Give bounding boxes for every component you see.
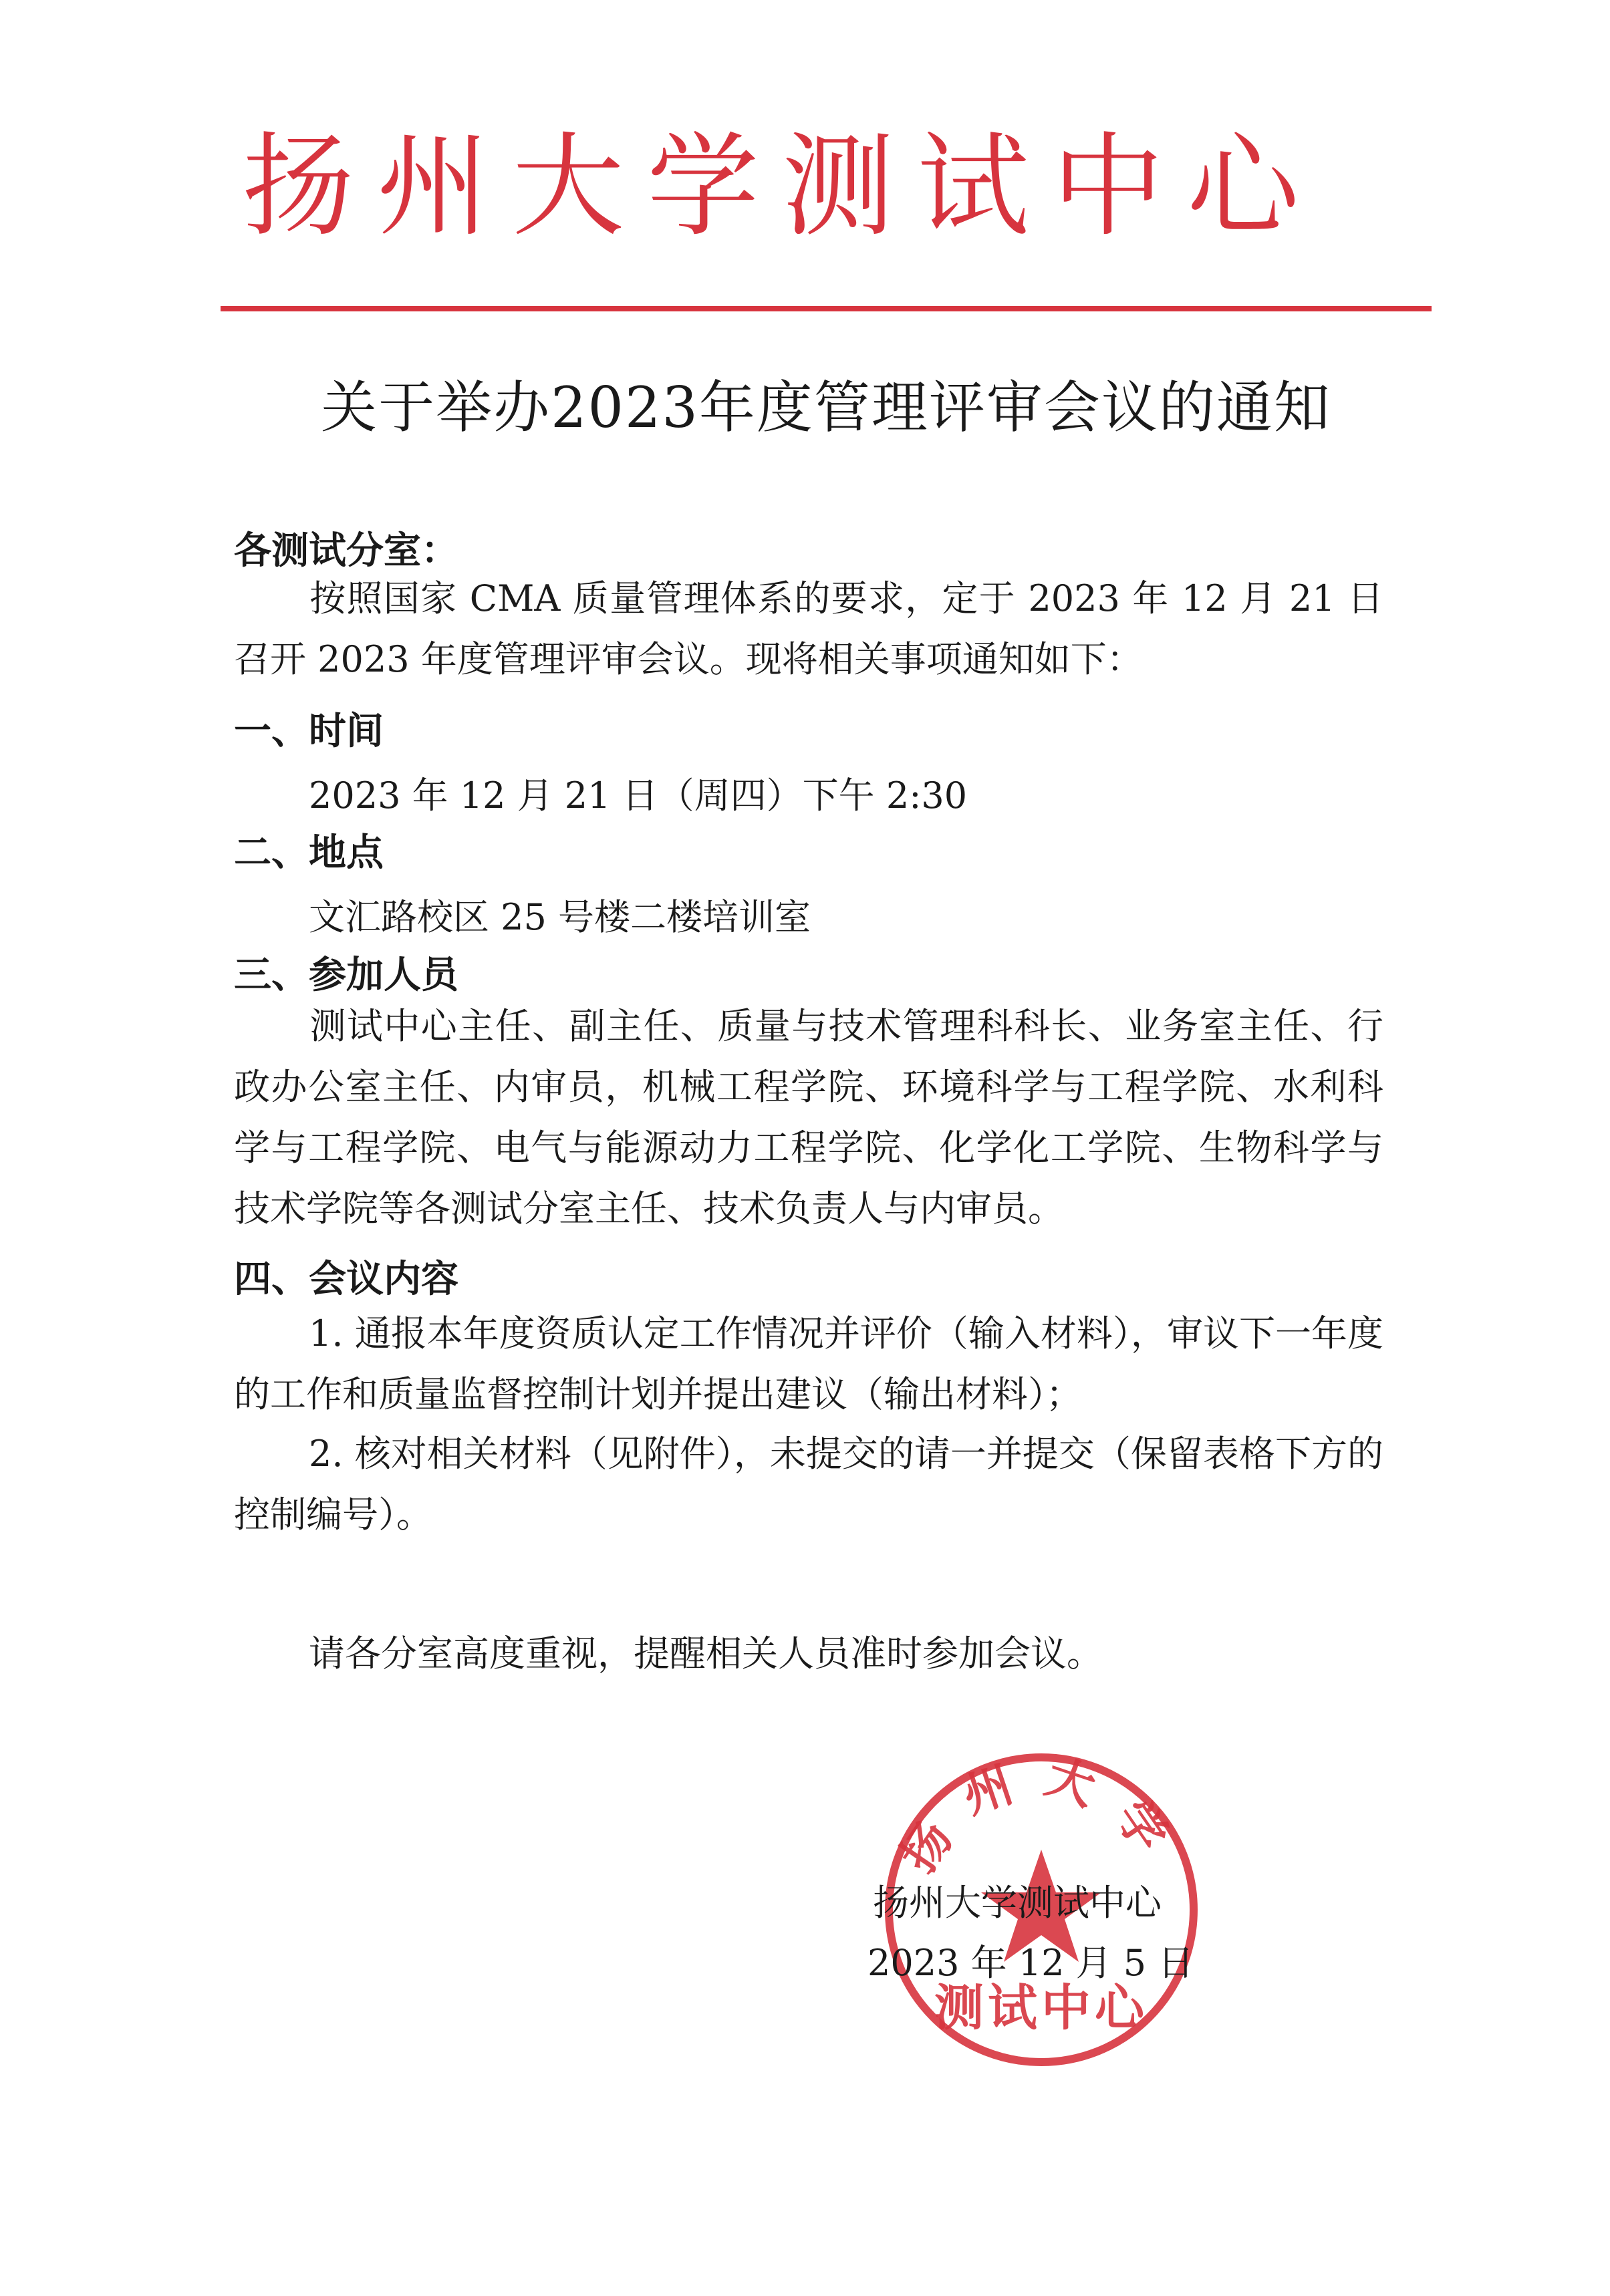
time-value: 2023 年 12 月 21 日（周四）下午 2:30 xyxy=(309,774,968,817)
seal-top-text: 扬州大学 xyxy=(890,1749,1193,1883)
seal-bottom-text: 测试中心 xyxy=(934,1979,1148,2037)
section-heading-agenda: 四、会议内容 xyxy=(234,1258,458,1301)
intro-paragraph xyxy=(234,568,1383,690)
attendees-paragraph xyxy=(234,996,1383,1239)
document-title: 关于举办2023年度管理评审会议的通知 xyxy=(321,375,1331,440)
intro-text: 按照国家 CMA 质量管理体系的要求，定于 2023 年 12 月 21 日召开 2023 年度管理评审会议。现将相关事项通知如下： xyxy=(234,577,1383,680)
salutation: 各测试分室： xyxy=(234,529,458,573)
section-heading-time: 一、时间 xyxy=(234,710,384,753)
letterhead-title: 扬州大学测试中心 xyxy=(242,121,1322,252)
section-heading-place: 二、地点 xyxy=(234,831,384,875)
closing-remark: 请各分室高度重视，提醒相关人员准时参加会议。 xyxy=(309,1632,1103,1675)
agenda-item-2 xyxy=(234,1423,1383,1545)
agenda-item-2-text: 2. 核对相关材料（见附件），未提交的请一并提交（保留表格下方的控制编号）。 xyxy=(234,1433,1383,1536)
attendees-text: 测试中心主任、副主任、质量与技术管理科科长、业务室主任、行政办公室主任、内审员，机械工程学院、环境科学与工程学院、水利科学与工程学院、电气与能源动力工程学院、化学化工学院、生物科学与技术学院等各测试分室主任、技术负责人与内审员。 xyxy=(234,1005,1383,1230)
place-value: 文汇路校区 25 号楼二楼培训室 xyxy=(309,896,811,938)
agenda-item-1 xyxy=(234,1303,1383,1425)
letterhead-rule xyxy=(221,306,1432,311)
agenda-item-1-text: 1. 通报本年度资质认定工作情况并评价（输入材料），审议下一年度的工作和质量监督控制计划并提出建议（输出材料）； xyxy=(234,1312,1383,1415)
section-heading-attendees: 三、参加人员 xyxy=(234,954,458,997)
signature-org: 扬州大学测试中心 xyxy=(873,1882,1162,1924)
signature-date: 2023 年 12 月 5 日 xyxy=(867,1942,1194,1984)
